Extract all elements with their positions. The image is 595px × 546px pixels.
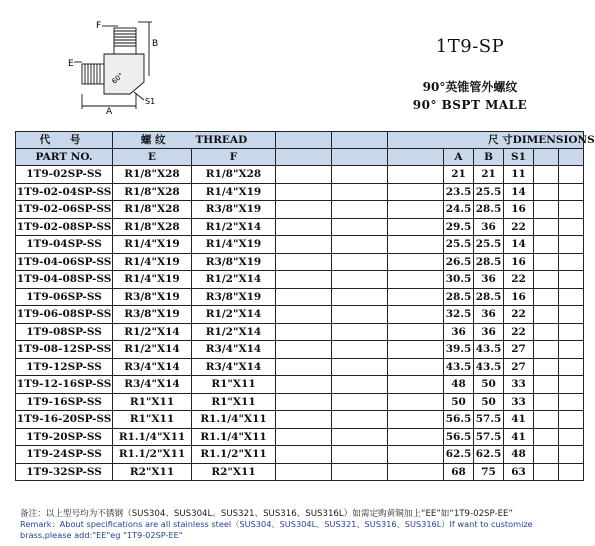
cell-blank xyxy=(559,253,584,271)
cell-part-no: 1T9-12-16SP-SS xyxy=(16,376,113,394)
table-row xyxy=(16,183,584,201)
cell-thread-f: R1"X11 xyxy=(192,376,276,394)
cell-blank xyxy=(332,358,388,376)
cell-dim-b: 50 xyxy=(474,393,504,411)
header-part-no: PART NO. xyxy=(16,149,113,166)
header-s1: S1 xyxy=(504,149,534,166)
cell-dim-s1: 33 xyxy=(504,393,534,411)
cell-part-no: 1T9-02-04SP-SS xyxy=(16,183,113,201)
cell-thread-e: R1/8"X28 xyxy=(113,183,192,201)
cell-blank xyxy=(276,306,332,324)
cell-dim-b: 28.5 xyxy=(474,201,504,219)
cell-blank xyxy=(332,201,388,219)
cell-blank xyxy=(332,341,388,359)
cell-dim-s1: 16 xyxy=(504,253,534,271)
cell-blank xyxy=(276,393,332,411)
header-dimensions: 尺 寸 DIMENSIONS xyxy=(388,132,584,149)
cell-blank xyxy=(332,463,388,481)
table-row xyxy=(16,306,584,324)
cell-thread-e: R1.1/4"X11 xyxy=(113,428,192,446)
drawing-label-e: E xyxy=(68,59,74,69)
drawing-label-f: F xyxy=(96,21,102,31)
cell-blank xyxy=(534,463,559,481)
cell-thread-f: R1"X11 xyxy=(192,393,276,411)
cell-blank xyxy=(388,446,444,464)
cell-thread-e: R1/8"X28 xyxy=(113,166,192,184)
cell-blank xyxy=(388,376,444,394)
cell-dim-s1: 48 xyxy=(504,446,534,464)
cell-blank xyxy=(559,183,584,201)
cell-dim-b: 57.5 xyxy=(474,411,504,429)
cell-thread-e: R1/4"X19 xyxy=(113,253,192,271)
header-row-2 xyxy=(16,149,584,166)
cell-part-no: 1T9-02SP-SS xyxy=(16,166,113,184)
cell-blank xyxy=(559,341,584,359)
cell-blank xyxy=(276,236,332,254)
cell-blank xyxy=(534,393,559,411)
cell-blank xyxy=(332,218,388,236)
cell-part-no: 1T9-16SP-SS xyxy=(16,393,113,411)
cell-dim-b: 36 xyxy=(474,218,504,236)
cell-dim-a: 68 xyxy=(444,463,474,481)
cell-blank xyxy=(276,253,332,271)
fitting-drawing xyxy=(52,14,172,117)
cell-part-no: 1T9-08SP-SS xyxy=(16,323,113,341)
cell-thread-e: R1/8"X28 xyxy=(113,201,192,219)
header-blank-2 xyxy=(332,132,388,149)
cell-dim-b: 43.5 xyxy=(474,358,504,376)
cell-blank xyxy=(534,411,559,429)
cell-blank xyxy=(276,341,332,359)
table-row xyxy=(16,446,584,464)
cell-blank xyxy=(388,341,444,359)
cell-blank xyxy=(276,288,332,306)
cell-blank xyxy=(534,446,559,464)
cell-blank xyxy=(388,236,444,254)
cell-blank xyxy=(534,271,559,289)
cell-thread-f: R3/4"X14 xyxy=(192,341,276,359)
cell-part-no: 1T9-08-12SP-SS xyxy=(16,341,113,359)
cell-part-no: 1T9-24SP-SS xyxy=(16,446,113,464)
cell-dim-b: 25.5 xyxy=(474,183,504,201)
cell-dim-a: 21 xyxy=(444,166,474,184)
cell-part-no: 1T9-04-06SP-SS xyxy=(16,253,113,271)
table-row xyxy=(16,376,584,394)
cell-blank xyxy=(534,323,559,341)
table-row xyxy=(16,358,584,376)
subtitle-english: 90° BSPT MALE xyxy=(412,98,528,112)
cell-part-no: 1T9-04-08SP-SS xyxy=(16,271,113,289)
cell-blank xyxy=(388,166,444,184)
drawing-label-s1: S1 xyxy=(145,97,156,106)
cell-blank xyxy=(276,218,332,236)
cell-part-no: 1T9-02-08SP-SS xyxy=(16,218,113,236)
cell-blank xyxy=(388,271,444,289)
cell-blank xyxy=(388,288,444,306)
table-row xyxy=(16,253,584,271)
cell-blank xyxy=(332,166,388,184)
table-row xyxy=(16,288,584,306)
cell-blank xyxy=(276,358,332,376)
cell-thread-f: R3/8"X19 xyxy=(192,288,276,306)
cell-part-no: 1T9-04SP-SS xyxy=(16,236,113,254)
cell-blank xyxy=(332,271,388,289)
table-body xyxy=(16,166,584,481)
cell-dim-b: 36 xyxy=(474,323,504,341)
table-row xyxy=(16,463,584,481)
cell-blank xyxy=(559,393,584,411)
table-row xyxy=(16,201,584,219)
cell-dim-b: 25.5 xyxy=(474,236,504,254)
cell-thread-f: R1/2"X14 xyxy=(192,271,276,289)
cell-thread-e: R3/8"X19 xyxy=(113,288,192,306)
cell-dim-a: 29.5 xyxy=(444,218,474,236)
cell-dim-b: 62.5 xyxy=(474,446,504,464)
cell-dim-s1: 22 xyxy=(504,323,534,341)
cell-dim-s1: 63 xyxy=(504,463,534,481)
cell-thread-e: R1/8"X28 xyxy=(113,218,192,236)
cell-thread-e: R3/4"X14 xyxy=(113,376,192,394)
cell-thread-f: R1/4"X19 xyxy=(192,236,276,254)
cell-blank xyxy=(534,288,559,306)
cell-blank xyxy=(332,236,388,254)
vertical-branch xyxy=(114,28,136,54)
cell-thread-e: R1"X11 xyxy=(113,393,192,411)
cell-dim-a: 26.5 xyxy=(444,253,474,271)
cell-blank xyxy=(332,183,388,201)
cell-thread-f: R3/8"X19 xyxy=(192,253,276,271)
cell-blank xyxy=(388,411,444,429)
cell-dim-s1: 16 xyxy=(504,288,534,306)
cell-dim-s1: 22 xyxy=(504,271,534,289)
cell-dim-b: 21 xyxy=(474,166,504,184)
table-row xyxy=(16,166,584,184)
cell-dim-a: 56.5 xyxy=(444,411,474,429)
cell-dim-b: 57.5 xyxy=(474,428,504,446)
cell-blank xyxy=(276,201,332,219)
cell-blank xyxy=(559,236,584,254)
cell-blank xyxy=(559,218,584,236)
cell-blank xyxy=(276,428,332,446)
cell-blank xyxy=(388,218,444,236)
cell-dim-s1: 11 xyxy=(504,166,534,184)
page-title: 1T9-SP xyxy=(435,36,505,57)
cell-blank xyxy=(534,376,559,394)
cell-thread-e: R1/4"X19 xyxy=(113,236,192,254)
cell-thread-f: R1/4"X19 xyxy=(192,183,276,201)
cell-thread-e: R1/4"X19 xyxy=(113,271,192,289)
cell-dim-a: 25.5 xyxy=(444,236,474,254)
table-row xyxy=(16,411,584,429)
cell-blank xyxy=(534,166,559,184)
cell-blank xyxy=(559,201,584,219)
drawing-label-b: B xyxy=(152,39,159,49)
table-row xyxy=(16,393,584,411)
header-code: 代 号 xyxy=(16,132,113,149)
cell-dim-s1: 14 xyxy=(504,183,534,201)
cell-dim-a: 43.5 xyxy=(444,358,474,376)
remark-chinese: 备注：以上型号均为不锈钢（SUS304、SUS304L、SUS321、SUS316、SUS316L）如需定购黄铜加上“EE”如“1T9-02SP-EE” xyxy=(20,509,513,519)
table-row xyxy=(16,341,584,359)
cell-blank xyxy=(332,446,388,464)
cell-blank xyxy=(534,358,559,376)
cell-dim-a: 23.5 xyxy=(444,183,474,201)
cell-thread-e: R1"X11 xyxy=(113,411,192,429)
cell-blank xyxy=(534,428,559,446)
cell-dim-a: 39.5 xyxy=(444,341,474,359)
cell-blank xyxy=(534,253,559,271)
cell-blank xyxy=(559,358,584,376)
cell-thread-f: R3/4"X14 xyxy=(192,358,276,376)
cell-blank xyxy=(332,288,388,306)
cell-blank xyxy=(559,463,584,481)
cell-dim-b: 50 xyxy=(474,376,504,394)
cell-dim-s1: 33 xyxy=(504,376,534,394)
cell-blank xyxy=(332,306,388,324)
cell-blank xyxy=(534,236,559,254)
cell-thread-f: R1/2"X14 xyxy=(192,306,276,324)
cell-blank xyxy=(559,271,584,289)
cell-dim-a: 36 xyxy=(444,323,474,341)
remark-english-line1: Remark：About specifications are all stainless steel（SUS304、SUS304L、SUS321、SUS316、SUS316L）If want to customize xyxy=(20,519,533,529)
cell-dim-a: 56.5 xyxy=(444,428,474,446)
cell-thread-e: R3/4"X14 xyxy=(113,358,192,376)
cell-dim-a: 30.5 xyxy=(444,271,474,289)
cell-blank xyxy=(332,253,388,271)
cell-blank xyxy=(534,201,559,219)
cell-dim-s1: 27 xyxy=(504,341,534,359)
cell-blank xyxy=(388,253,444,271)
cell-blank xyxy=(388,306,444,324)
cell-thread-e: R1.1/2"X11 xyxy=(113,446,192,464)
cell-dim-a: 62.5 xyxy=(444,446,474,464)
cell-blank xyxy=(276,446,332,464)
cell-dim-b: 36 xyxy=(474,271,504,289)
drawing-label-a: A xyxy=(106,107,113,117)
cell-blank xyxy=(559,446,584,464)
cell-thread-e: R1/2"X14 xyxy=(113,341,192,359)
cell-dim-a: 24.5 xyxy=(444,201,474,219)
header-row-1 xyxy=(16,132,584,149)
subtitle-chinese: 90°英锥管外螺纹 xyxy=(422,80,518,94)
cell-blank xyxy=(276,323,332,341)
cell-blank xyxy=(559,166,584,184)
table-row xyxy=(16,236,584,254)
cell-dim-s1: 27 xyxy=(504,358,534,376)
cell-blank xyxy=(534,218,559,236)
cell-blank xyxy=(388,183,444,201)
cell-part-no: 1T9-06-08SP-SS xyxy=(16,306,113,324)
header-b: B xyxy=(474,149,504,166)
cell-dim-b: 43.5 xyxy=(474,341,504,359)
cell-dim-a: 28.5 xyxy=(444,288,474,306)
cell-blank xyxy=(388,358,444,376)
cell-blank xyxy=(276,463,332,481)
cell-blank xyxy=(534,306,559,324)
cell-dim-s1: 41 xyxy=(504,411,534,429)
cell-thread-f: R1.1/2"X11 xyxy=(192,446,276,464)
cell-blank xyxy=(388,428,444,446)
cell-part-no: 1T9-02-06SP-SS xyxy=(16,201,113,219)
table-row xyxy=(16,271,584,289)
spec-table xyxy=(15,131,595,481)
cell-part-no: 1T9-06SP-SS xyxy=(16,288,113,306)
cell-thread-e: R3/8"X19 xyxy=(113,306,192,324)
cell-dim-b: 28.5 xyxy=(474,288,504,306)
cell-dim-s1: 41 xyxy=(504,428,534,446)
cell-blank xyxy=(559,306,584,324)
header-a: A xyxy=(444,149,474,166)
cell-blank xyxy=(276,166,332,184)
cell-dim-a: 48 xyxy=(444,376,474,394)
cell-dim-b: 28.5 xyxy=(474,253,504,271)
cell-thread-f: R3/8"X19 xyxy=(192,201,276,219)
cell-blank xyxy=(276,183,332,201)
cell-blank xyxy=(559,288,584,306)
table-row xyxy=(16,428,584,446)
cell-blank xyxy=(534,341,559,359)
cell-blank xyxy=(332,323,388,341)
cell-thread-f: R1.1/4"X11 xyxy=(192,428,276,446)
cell-thread-f: R2"X11 xyxy=(192,463,276,481)
cell-dim-s1: 22 xyxy=(504,218,534,236)
cell-dim-s1: 16 xyxy=(504,201,534,219)
cell-thread-e: R2"X11 xyxy=(113,463,192,481)
cell-dim-b: 36 xyxy=(474,306,504,324)
cell-blank xyxy=(559,323,584,341)
cell-blank xyxy=(276,411,332,429)
header-blank-1 xyxy=(276,132,332,149)
header-f: F xyxy=(192,149,276,166)
cell-thread-f: R1/2"X14 xyxy=(192,323,276,341)
cell-blank xyxy=(559,411,584,429)
elbow-body xyxy=(104,54,144,94)
table-row xyxy=(16,218,584,236)
cell-dim-s1: 22 xyxy=(504,306,534,324)
remark-english-line2: brass,please add:"EE"eg "1T9-02SP-EE" xyxy=(20,530,183,540)
cell-thread-e: R1/2"X14 xyxy=(113,323,192,341)
cell-blank xyxy=(388,393,444,411)
cell-part-no: 1T9-20SP-SS xyxy=(16,428,113,446)
header-e: E xyxy=(113,149,192,166)
cell-blank xyxy=(388,463,444,481)
cell-blank xyxy=(559,428,584,446)
cell-thread-f: R1.1/4"X11 xyxy=(192,411,276,429)
cell-blank xyxy=(276,271,332,289)
cell-part-no: 1T9-32SP-SS xyxy=(16,463,113,481)
cell-blank xyxy=(559,376,584,394)
table-row xyxy=(16,323,584,341)
cell-blank xyxy=(332,376,388,394)
cell-blank xyxy=(276,376,332,394)
cell-dim-a: 32.5 xyxy=(444,306,474,324)
cell-part-no: 1T9-16-20SP-SS xyxy=(16,411,113,429)
cell-dim-a: 50 xyxy=(444,393,474,411)
body-mark: 60° xyxy=(110,71,126,86)
cell-blank xyxy=(388,323,444,341)
cell-blank xyxy=(534,183,559,201)
cell-blank xyxy=(388,201,444,219)
cell-thread-f: R1/2"X14 xyxy=(192,218,276,236)
cell-thread-f: R1/8"X28 xyxy=(192,166,276,184)
header-thread: 螺 纹 THREAD xyxy=(113,132,276,149)
cell-dim-s1: 14 xyxy=(504,236,534,254)
cell-part-no: 1T9-12SP-SS xyxy=(16,358,113,376)
cell-dim-b: 75 xyxy=(474,463,504,481)
cell-blank xyxy=(332,393,388,411)
cell-blank xyxy=(332,428,388,446)
cell-blank xyxy=(332,411,388,429)
